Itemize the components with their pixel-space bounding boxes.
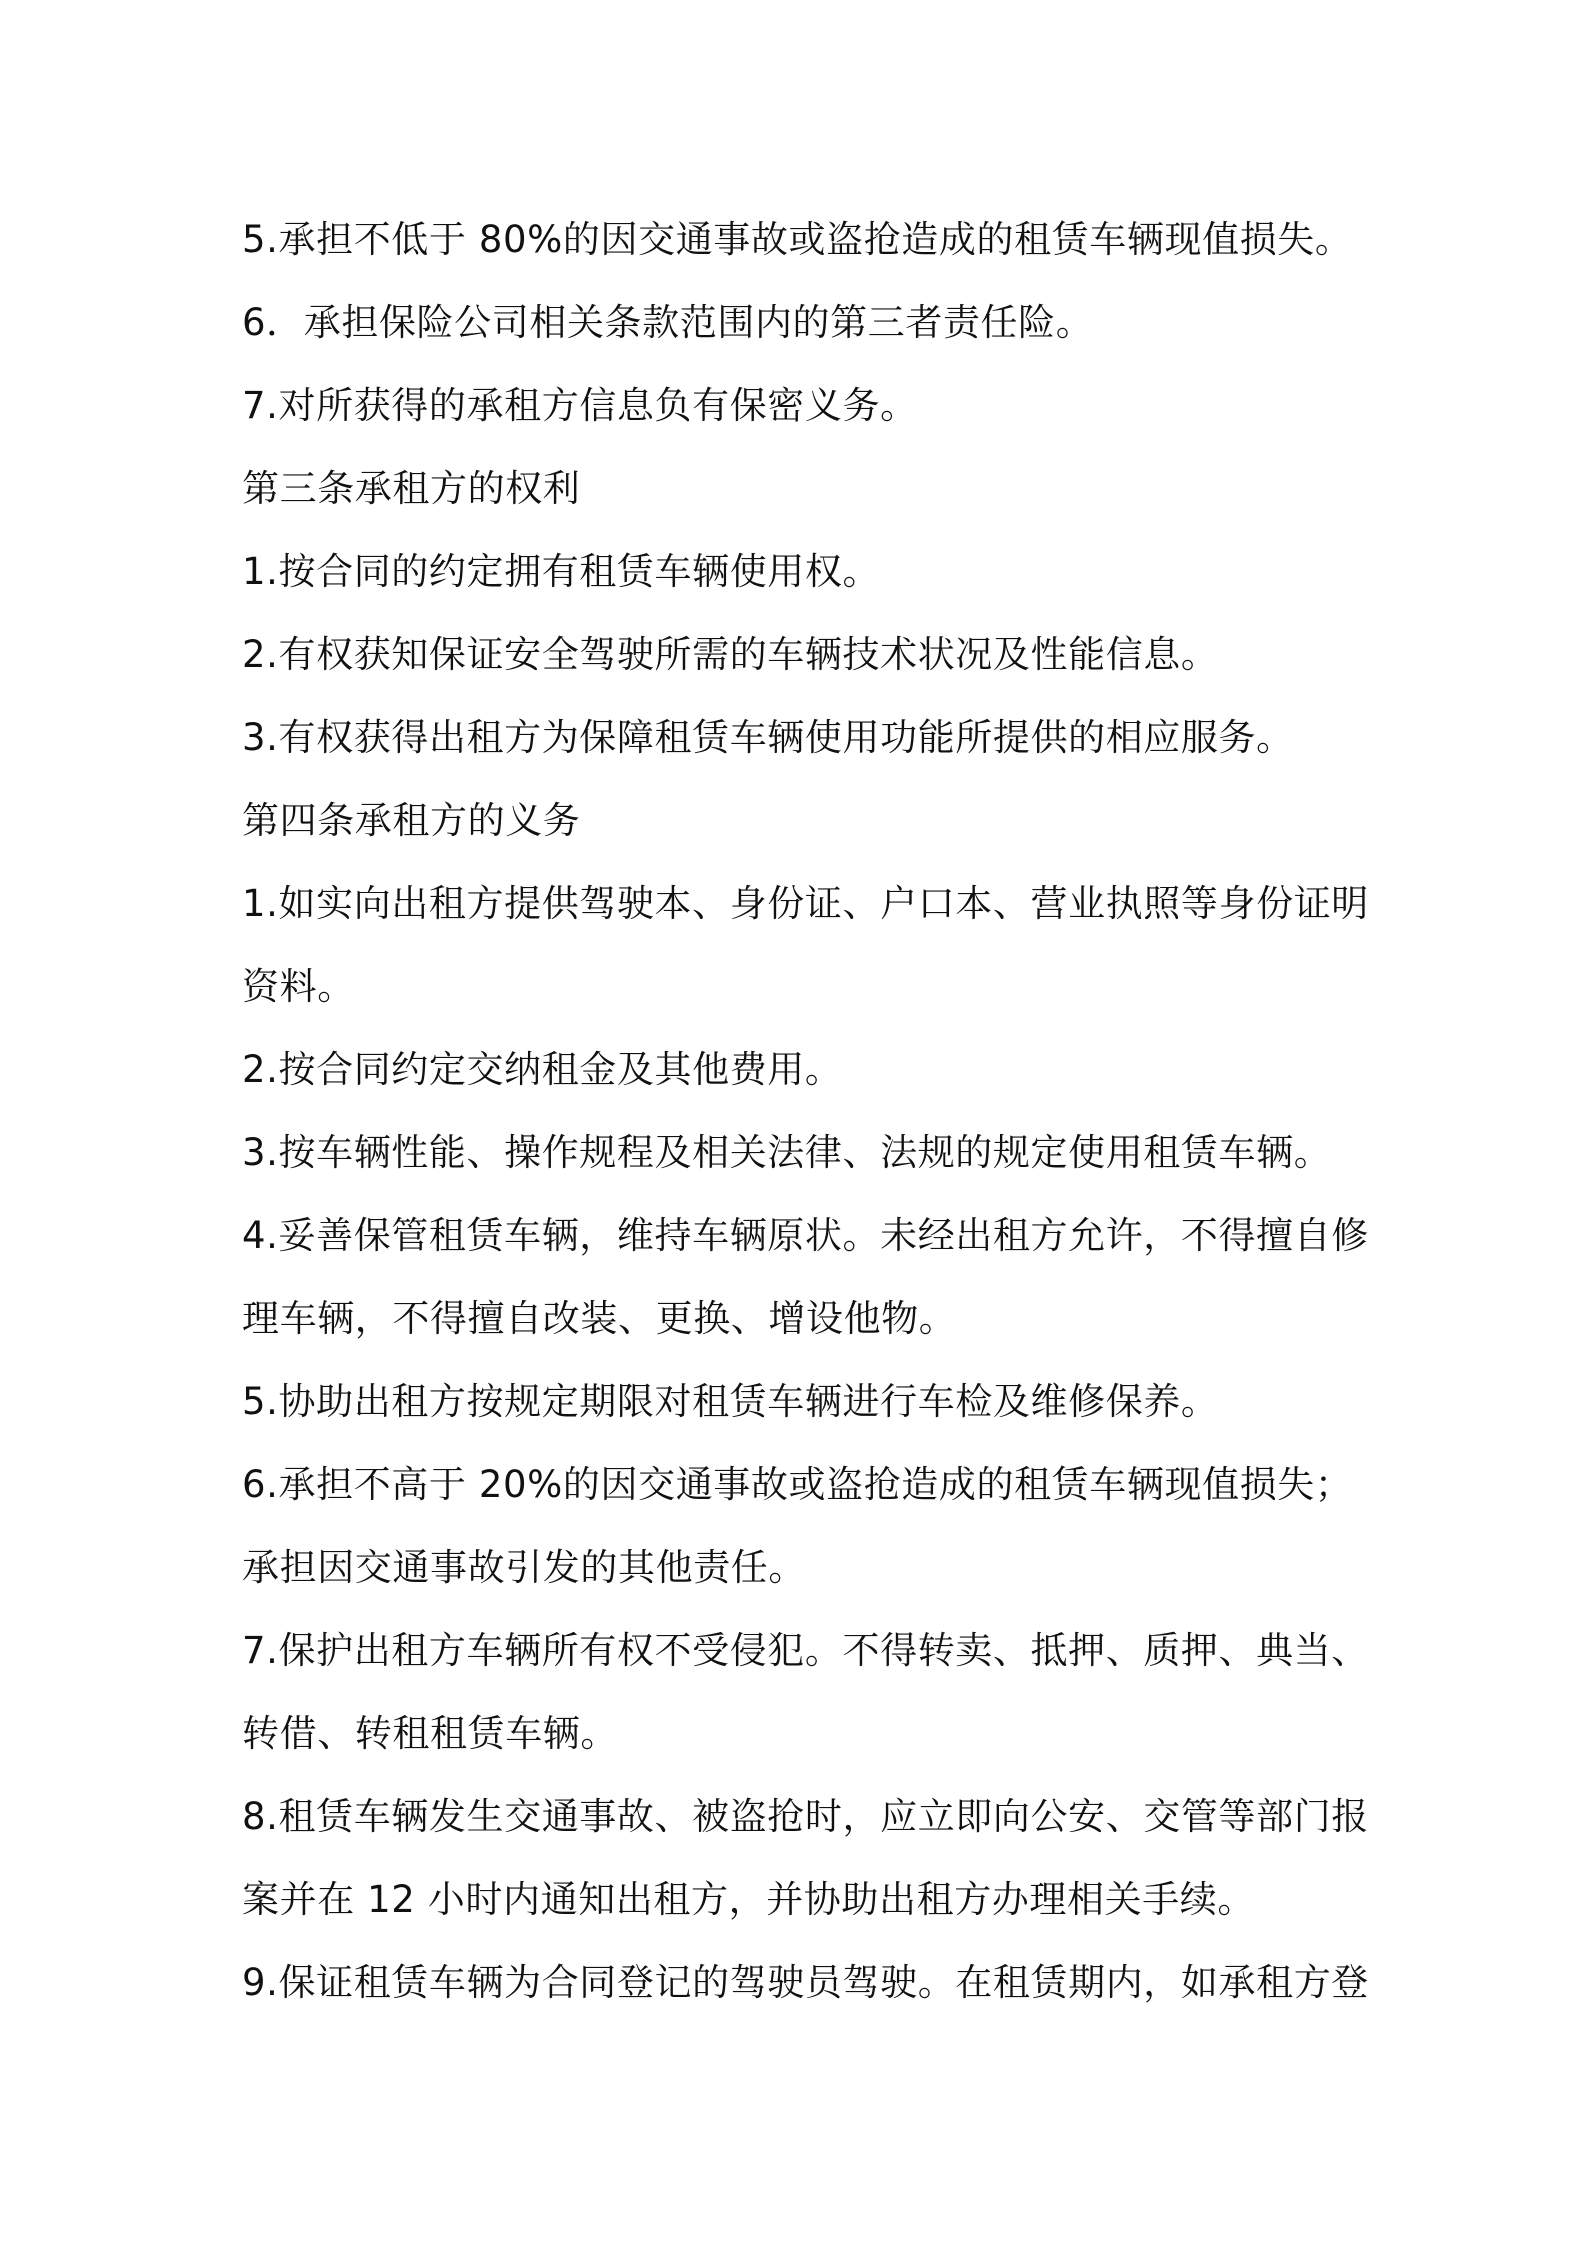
clause-line: 5.承担不低于 80%的因交通事故或盗抢造成的租赁车辆现值损失。	[242, 218, 1353, 261]
clause-line: 5.协助出租方按规定期限对租赁车辆进行车检及维修保养。	[242, 1380, 1219, 1423]
document-body	[242, 198, 1369, 2024]
clause-line: 2.按合同约定交纳租金及其他费用。	[242, 1048, 843, 1091]
clause-line: 3.按车辆性能、操作规程及相关法律、法规的规定使用租赁车辆。	[242, 1131, 1332, 1174]
clause-line: 案并在 12 小时内通知出租方，并协助出租方办理相关手续。	[242, 1878, 1256, 1921]
clause-line: 资料。	[242, 965, 355, 1008]
clause-line: 7.保护出租方车辆所有权不受侵犯。不得转卖、抵押、质押、典当、	[242, 1629, 1369, 1672]
section-heading: 第四条承租方的义务	[242, 799, 581, 842]
clause-line: 3.有权获得出租方为保障租赁车辆使用功能所提供的相应服务。	[242, 716, 1294, 759]
clause-line: 1.如实向出租方提供驾驶本、身份证、户口本、营业执照等身份证明	[242, 882, 1369, 925]
clause-line: 9.保证租赁车辆为合同登记的驾驶员驾驶。在租赁期内，如承租方登	[242, 1961, 1369, 2004]
clause-line: 6.承担不高于 20%的因交通事故或盗抢造成的租赁车辆现值损失；	[242, 1463, 1353, 1506]
clause-line: 4.妥善保管租赁车辆，维持车辆原状。未经出租方允许，不得擅自修	[242, 1214, 1369, 1257]
section-heading: 第三条承租方的权利	[242, 467, 581, 510]
clause-line: 7.对所获得的承租方信息负有保密义务。	[242, 384, 918, 427]
clause-line: 8.租赁车辆发生交通事故、被盗抢时，应立即向公安、交管等部门报	[242, 1795, 1369, 1838]
clause-line: 2.有权获知保证安全驾驶所需的车辆技术状况及性能信息。	[242, 633, 1219, 676]
clause-line: 理车辆，不得擅自改装、更换、增设他物。	[242, 1297, 957, 1340]
clause-line: 6．承担保险公司相关条款范围内的第三者责任险。	[242, 301, 1094, 344]
clause-line: 承担因交通事故引发的其他责任。	[242, 1546, 806, 1589]
clause-line: 1.按合同的约定拥有租赁车辆使用权。	[242, 550, 881, 593]
clause-line: 转借、转租租赁车辆。	[242, 1712, 618, 1755]
